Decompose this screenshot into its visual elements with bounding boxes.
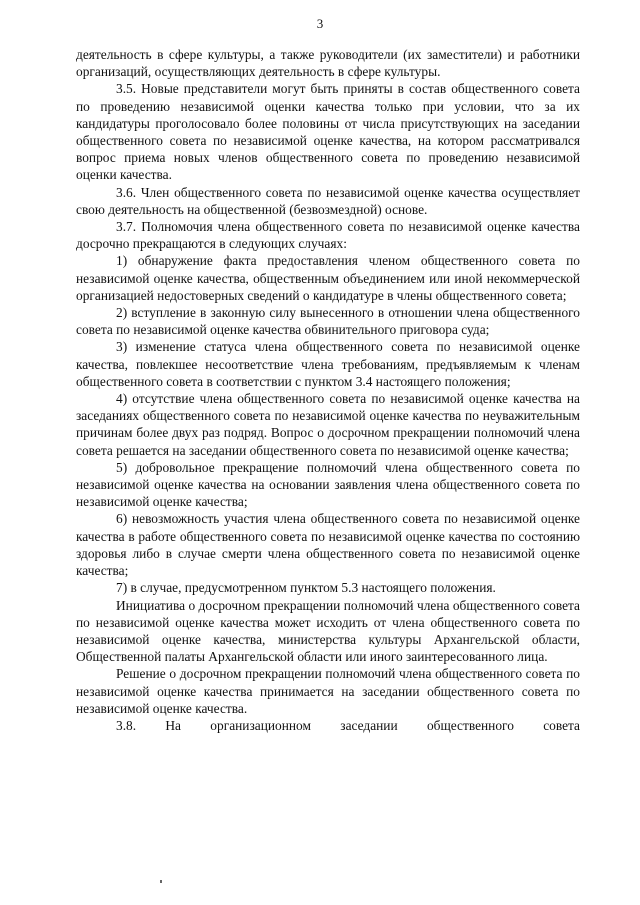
paragraph-3-8: 3.8. На организационном заседании общественного совета xyxy=(116,717,580,733)
paragraph-initiative: Инициатива о досрочном прекращении полномочий члена общественного совета по независимой оценке качества может исходить от члена общественного совета по независимой оценке качества, министерства культуры Архангельской области, Общественной палаты Архангельской области или иного заинтересованного лица. xyxy=(76,597,580,665)
paragraph-3-6: 3.6. Член общественного совета по независимой оценке качества осуществляет свою деятельность на общественной (безвозмездной) основе. xyxy=(76,184,580,217)
list-item-7: 7) в случае, предусмотренном пунктом 5.3 настоящего положения. xyxy=(116,580,496,596)
list-item-4: 4) отсутствие члена общественного совета по независимой оценке качества на заседаниях общественного совета по независимой оценке качества по неуважительным причинам более двух раз подряд. Вопрос о досрочном прекращении полномочий члена совета решается на заседании общественного совета по независимой оценке качества; xyxy=(76,391,580,458)
list-item-3: 3) изменение статуса члена общественного совета по независимой оценке качества, повлекшее несоответствие члена требованиям, предъявляемым к членам общественного совета в соответствии с пунктом 3.4 настоящего положения; xyxy=(76,339,580,389)
paragraph-decision: Решение о досрочном прекращении полномочий члена общественного совета по независимой оценке качества принимается на заседании общественного совета по независимой оценке качества. xyxy=(76,666,580,716)
paragraph-3-5: 3.5. Новые представители могут быть приняты в состав общественного совета по проведению независимой оценки качества только при условии, что за их кандидатуры проголосовало более половины от числа присутствующих на заседании общественного совета по независимой оценке качества, на котором рассматривался вопрос приема новых членов общественного совета по проведению независимой оценки качества. xyxy=(76,81,580,183)
paragraph-3-7: 3.7. Полномочия члена общественного совета по независимой оценке качества досрочно прекращаются в следующих случаях: xyxy=(76,219,580,252)
list-item-2: 2) вступление в законную силу вынесенного в отношении члена общественного совета по независимой оценке качества обвинительного приговора суда; xyxy=(76,305,580,338)
list-item-6: 6) невозможность участия члена общественного совета по независимой оценке качества в работе общественного совета по независимой оценке качества по состоянию здоровья либо в случае смерти члена общественного совета по независимой оценке качества; xyxy=(76,511,580,579)
page-number: 3 xyxy=(316,16,324,31)
document-body xyxy=(76,46,580,734)
list-item-1: 1) обнаружение факта предоставления членом общественного совета по независимой оценке качества, общественным объединением или иной некоммерческой организацией недостоверных сведений о кандидатуре в члены общественного совета; xyxy=(76,253,580,303)
list-item-5: 5) добровольное прекращение полномочий члена общественного совета по независимой оценке качества на основании заявления члена общественного совета по независимой оценке качества; xyxy=(76,459,580,510)
scan-dot xyxy=(160,880,162,883)
paragraph-continuation: деятельность в сфере культуры, а также руководители (их заместители) и работники организаций, осуществляющих деятельность в сфере культуры. xyxy=(76,47,580,80)
